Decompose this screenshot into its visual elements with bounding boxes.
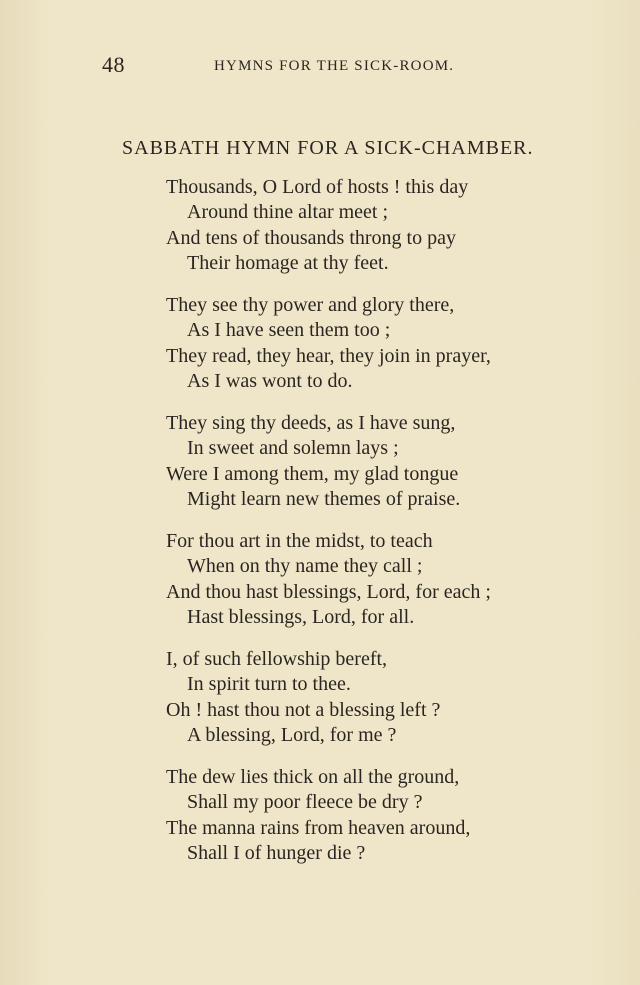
poem-line: Oh ! hast thou not a blessing left ?	[166, 699, 441, 721]
poem-line: For thou art in the midst, to teach	[166, 530, 433, 552]
poem-line: When on thy name they call ;	[187, 555, 423, 577]
running-head: HYMNS FOR THE SICK-ROOM.	[214, 58, 455, 74]
poem-line: Were I among them, my glad tongue	[166, 463, 459, 485]
poem-line: Might learn new themes of praise.	[187, 488, 461, 510]
poem-line: Hast blessings, Lord, for all.	[187, 606, 415, 628]
poem-line: Shall I of hunger die ?	[187, 842, 366, 864]
poem-line: Around thine altar meet ;	[187, 201, 389, 223]
poem-line: As I was wont to do.	[187, 370, 353, 392]
poem-line: Shall my poor fleece be dry ?	[187, 791, 423, 813]
hymn-title: SABBATH HYMN FOR A SICK-CHAMBER.	[122, 137, 534, 159]
poem-line: I, of such fellowship bereft,	[166, 648, 388, 670]
poem-line: In sweet and solemn lays ;	[187, 437, 399, 459]
poem-line: As I have seen them too ;	[187, 319, 391, 341]
poem-line: In spirit turn to thee.	[187, 673, 351, 695]
poem-line: They see thy power and glory there,	[166, 294, 455, 316]
poem-line: They read, they hear, they join in prayer,	[166, 345, 491, 367]
poem-line: A blessing, Lord, for me ?	[187, 724, 397, 746]
poem-line: They sing thy deeds, as I have sung,	[166, 412, 456, 434]
page-number: 48	[102, 52, 125, 77]
poem-line: And thou hast blessings, Lord, for each ;	[166, 581, 491, 603]
poem-line: And tens of thousands throng to pay	[166, 227, 456, 249]
poem-line: The dew lies thick on all the ground,	[166, 766, 460, 788]
poem-line: Thousands, O Lord of hosts ! this day	[166, 176, 469, 198]
poem-line: Their homage at thy feet.	[187, 252, 389, 274]
poem-line: The manna rains from heaven around,	[166, 817, 471, 839]
